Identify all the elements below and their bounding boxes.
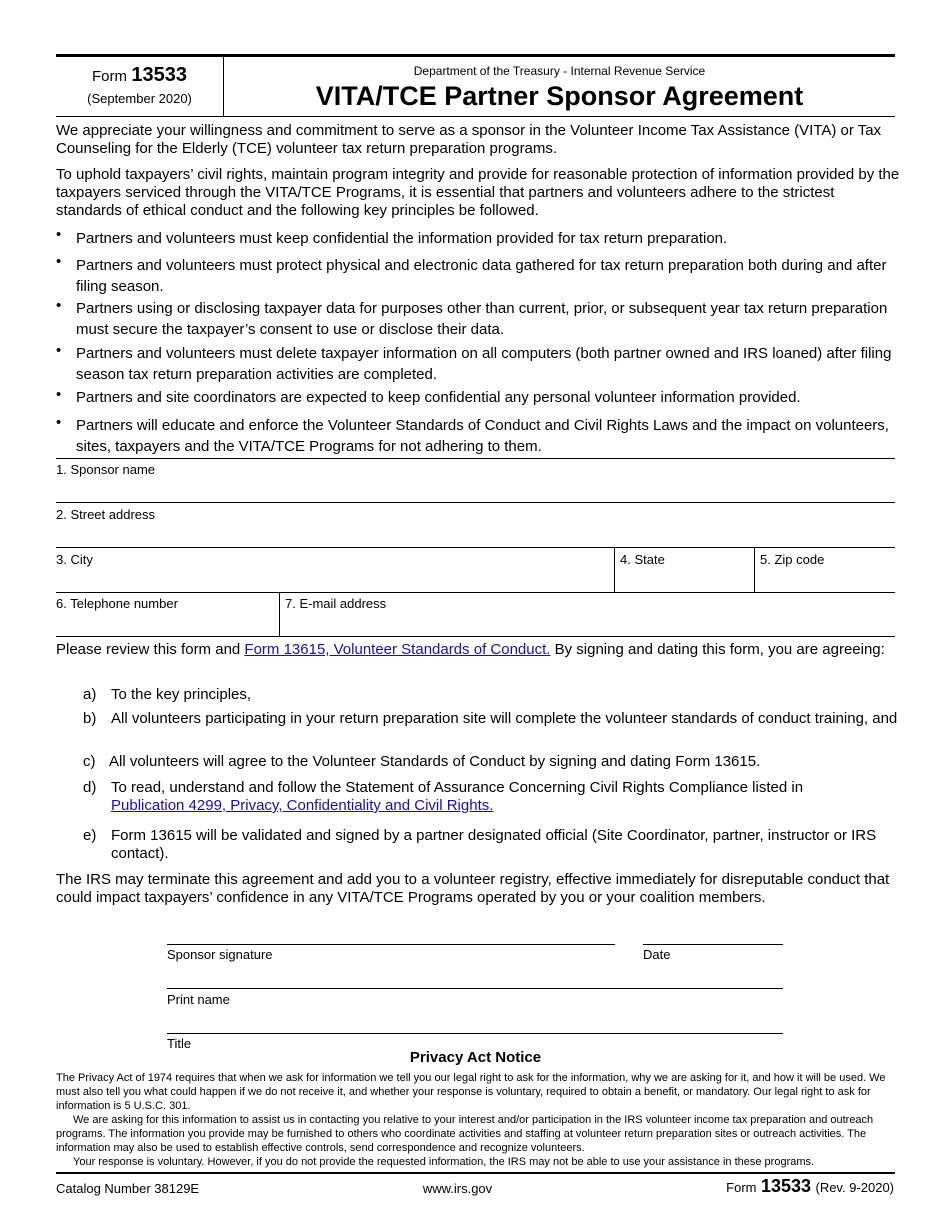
intro-paragraph-2: To uphold taxpayers’ civil rights, maintain program integrity and provide for reasonable protection of information provided by the taxpayers serviced through the VITA/TCE Programs, it is essential that partners and volunteers adhere to the strictest standards of ethical conduct and the following key principles be followed.: [56, 166, 900, 219]
review-paragraph: [56, 641, 901, 659]
date-line: [643, 944, 783, 945]
agreement-e: Form 13615 will be validated and signed by a partner designated official (Site Coordinator, partner, instructor or IRS contact).: [111, 827, 877, 862]
title-line: [167, 1033, 783, 1034]
principle-3: Partners using or disclosing taxpayer data for purposes other than current, prior, or subsequent year tax return preparation must secure the taxpayer’s consent to use or disclose their data.: [76, 300, 888, 338]
footer-form-number: 13533: [760, 1176, 812, 1196]
field-divider: [754, 547, 755, 592]
principle-5: Partners and site coordinators are expected to keep confidential any personal volunteer information provided.: [76, 389, 801, 406]
field-rule: [56, 636, 895, 637]
privacy-paragraph-3: Your response is voluntary. However, if you do not provide the requested information, the IRS may not be able to use your assistance in these programs.: [73, 1156, 815, 1168]
privacy-paragraph-1: The Privacy Act of 1974 requires that when we ask for information we tell you our legal right to ask for the information, why we are asking for it, and how it will be used. We must also tell you what could happen if we do not receive it, and whether your response is voluntary, required to obtain a benefit, or mandatory. Our legal right to ask for information is 5 U.S.C. 301.: [56, 1072, 886, 1112]
agency-name: Department of the Treasury - Internal Revenue Service: [413, 64, 706, 78]
bullet-icon: •: [56, 297, 62, 314]
principle-1: Partners and volunteers must keep confidential the information provided for tax return preparation.: [76, 230, 728, 247]
top-rule: [56, 54, 895, 57]
email-label: 7. E-mail address: [285, 596, 387, 611]
privacy-heading: Privacy Act Notice: [409, 1049, 542, 1066]
street-address-label: 2. Street address: [56, 507, 155, 522]
header-bottom-rule: [56, 116, 895, 117]
bullet-icon: •: [56, 414, 62, 431]
footer-rev: (Rev. 9-2020): [815, 1180, 894, 1195]
date-label: Date: [643, 947, 671, 962]
email-input[interactable]: [281, 613, 895, 636]
agreement-b: All volunteers participating in your return preparation site will complete the volunteer standards of conduct training, and: [111, 710, 898, 727]
publication-4299-link[interactable]: Publication 4299, Privacy, Confidentiality and Civil Rights.: [111, 797, 494, 814]
zip-code-label: 5. Zip code: [760, 552, 825, 567]
field-rule: [56, 547, 895, 548]
field-rule: [56, 502, 895, 503]
telephone-label: 6. Telephone number: [56, 596, 178, 611]
field-divider: [279, 592, 280, 637]
sponsor-signature-label: Sponsor signature: [167, 947, 273, 962]
signature-line: [167, 944, 615, 945]
title-label: Title: [167, 1036, 192, 1051]
agreement-marker: e): [83, 827, 97, 844]
review-text-after: By signing and dating this form, you are agreeing:: [550, 641, 885, 658]
agreement-d-text: To read, understand and follow the Statement of Assurance Concerning Civil Rights Compliance listed in: [111, 779, 804, 796]
terminate-paragraph: The IRS may terminate this agreement and add you to a volunteer registry, effective immediately for disreputable conduct that could impact taxpayers’ confidence in any VITA/TCE Programs operated by you or your coalition members.: [56, 871, 890, 906]
intro-paragraph-1: We appreciate your willingness and commitment to serve as a sponsor in the Volunteer Income Tax Assistance (VITA) or Tax Counseling for the Elderly (TCE) volunteer tax return preparation programs.: [56, 122, 882, 157]
telephone-input[interactable]: [56, 613, 278, 636]
street-address-input[interactable]: [56, 523, 895, 547]
state-input[interactable]: [616, 568, 753, 592]
form-title: VITA/TCE Partner Sponsor Agreement: [315, 81, 804, 111]
form-word: Form: [91, 68, 127, 85]
print-name-line: [167, 988, 783, 989]
principle-2: Partners and volunteers must protect physical and electronic data gathered for tax return preparation both during and after filing season.: [76, 257, 887, 295]
form-number: 13533: [131, 64, 188, 86]
agreement-a: To the key principles,: [111, 686, 252, 703]
agreement-d: [111, 779, 901, 815]
field-rule: [56, 592, 895, 593]
sponsor-name-label: 1. Sponsor name: [56, 462, 156, 477]
print-name-label: Print name: [167, 992, 230, 1007]
form-id-block: [56, 64, 223, 87]
catalog-number: Catalog Number 38129E: [56, 1181, 200, 1196]
agreement-marker: c): [83, 753, 96, 770]
city-input[interactable]: [56, 568, 613, 592]
principle-6: Partners will educate and enforce the Volunteer Standards of Conduct and Civil Rights Laws and the impact on volunteers, sites, taxpayers and the VITA/TCE Programs for not adhering to them.: [76, 417, 889, 455]
agreement-marker: b): [83, 710, 97, 727]
agreement-c: All volunteers will agree to the Volunteer Standards of Conduct by signing and dating Form 13615.: [109, 753, 761, 770]
irs-website: www.irs.gov: [422, 1181, 493, 1196]
form-13615-link[interactable]: Form 13615, Volunteer Standards of Conduct.: [244, 641, 551, 658]
sponsor-signature-input[interactable]: [167, 922, 615, 944]
footer-form-id: [726, 1176, 894, 1197]
state-label: 4. State: [620, 552, 665, 567]
review-text-before: Please review this form and: [56, 641, 245, 658]
form-date: (September 2020): [87, 91, 192, 106]
title-input[interactable]: [167, 1011, 783, 1033]
footer-rule: [56, 1172, 895, 1174]
bullet-icon: •: [56, 253, 62, 270]
field-rule: [56, 458, 895, 459]
print-name-input[interactable]: [167, 966, 783, 988]
principle-4: Partners and volunteers must delete taxpayer information on all computers (both partner owned and IRS loaned) after filing season tax return preparation activities are completed.: [76, 345, 892, 383]
privacy-paragraph-2: We are asking for this information to assist us in contacting you relative to your interest and/or participation in the IRS volunteer income tax preparation and outreach programs. The information you provide may be furnished to others who coordinate activities and staffing at volunteer return preparation sites or outreach activities. The information may also be used to establish effective controls, send correspondence and recognize volunteers.: [56, 1114, 874, 1154]
agreement-marker: a): [83, 686, 97, 703]
field-divider: [614, 547, 615, 592]
bullet-icon: •: [56, 226, 62, 243]
bullet-icon: •: [56, 342, 62, 359]
date-input[interactable]: [643, 922, 783, 944]
bullet-icon: •: [56, 386, 62, 403]
sponsor-name-input[interactable]: [56, 479, 895, 502]
zip-code-input[interactable]: [756, 568, 895, 592]
city-label: 3. City: [56, 552, 93, 567]
footer-form-word: Form: [726, 1180, 757, 1195]
agreement-marker: d): [83, 779, 97, 796]
